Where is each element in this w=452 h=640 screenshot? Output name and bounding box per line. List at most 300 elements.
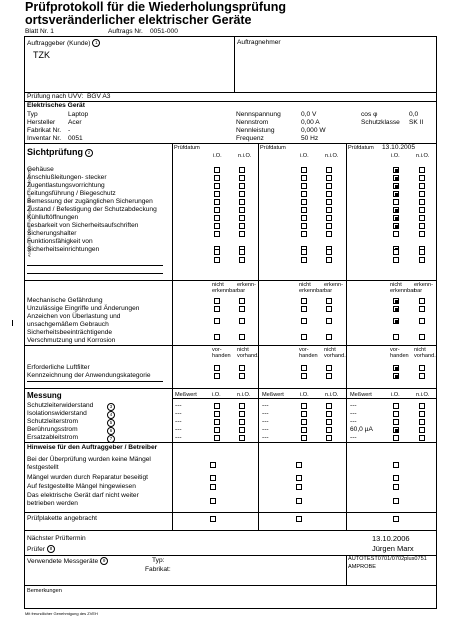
messung-row-3-checkbox-4[interactable]	[326, 419, 332, 425]
sicht-row-2-checkbox-1[interactable]	[214, 175, 220, 181]
messung-head-5: i.O.	[300, 392, 309, 398]
filter-head-1a-2: vor-	[299, 347, 309, 353]
sicht-row-6-checkbox-4[interactable]	[326, 207, 332, 213]
messung-head-7: Meßwert	[350, 392, 372, 398]
messung-row-4-checkbox-2[interactable]	[239, 427, 245, 433]
gefahr-head-2b-1: bar	[237, 288, 246, 294]
sicht-row-12-checkbox-2[interactable]	[239, 257, 245, 263]
sicht-row-11-checkbox-6[interactable]	[419, 249, 425, 255]
filter-row-1-checkbox-2[interactable]	[239, 365, 245, 371]
messung-row-5-checkbox-5[interactable]	[393, 435, 399, 441]
sicht-row-6-checkbox-3[interactable]	[301, 207, 307, 213]
gefahr-row-label: Anzeichen von Überlastung und	[27, 313, 121, 320]
next-label: Nächster Prüftermin	[27, 535, 86, 542]
sicht-row-4-checkbox-2[interactable]	[239, 191, 245, 197]
info-6-icon: 6	[107, 427, 115, 435]
geraete-typ-label: Typ:	[152, 557, 165, 564]
messung-head-2: i.O.	[212, 392, 221, 398]
messung-value-1: ---	[175, 410, 182, 417]
filter-row-1-checkbox-1[interactable]	[214, 365, 220, 371]
gefahr-row-2-checkbox-5[interactable]	[393, 306, 399, 312]
hinweise-row-4-checkbox-1[interactable]	[210, 498, 216, 504]
gefahr-head-1a-3: nicht	[390, 282, 402, 288]
messung-row-3-checkbox-5[interactable]	[393, 419, 399, 425]
filter-head-2b-1: vorhand.	[237, 353, 259, 359]
messung-row-4-checkbox-3[interactable]	[301, 427, 307, 433]
gefahr-row-1-checkbox-6[interactable]	[419, 298, 425, 304]
sicht-row-7-checkbox-4[interactable]	[326, 215, 332, 221]
messung-row-2-checkbox-3[interactable]	[301, 411, 307, 417]
device-hersteller-value: Acer	[68, 119, 82, 126]
messung-row-3-checkbox-1[interactable]	[214, 419, 220, 425]
hinweise-row-1-checkbox-3[interactable]	[393, 462, 399, 468]
hinweise-row-1-checkbox-1[interactable]	[210, 462, 216, 468]
sheet-number: Blatt Nr. 1	[25, 28, 54, 35]
sicht-row-5-checkbox-1[interactable]	[214, 199, 220, 205]
sicht-row-2-checkbox-6[interactable]	[419, 175, 425, 181]
messung-row-4-checkbox-1[interactable]	[214, 427, 220, 433]
sicht-row-12-checkbox-1[interactable]	[214, 257, 220, 263]
client-divider	[234, 36, 235, 92]
hinweise-row-3-checkbox-3[interactable]	[393, 484, 399, 490]
device-fabrikat-label: Fabrikat Nr.	[27, 127, 62, 134]
sicht-row-12-checkbox-3[interactable]	[301, 257, 307, 263]
divider-hinweise	[24, 442, 437, 443]
sicht-blank-line-1	[27, 265, 163, 266]
gefahr-row-2-checkbox-6[interactable]	[419, 306, 425, 312]
gefahr-row-1-checkbox-4[interactable]	[326, 298, 332, 304]
filter-row-2-checkbox-2[interactable]	[239, 373, 245, 379]
sicht-row-9-checkbox-4[interactable]	[326, 231, 332, 237]
sicht-row-label-2: Sicherheitseinrichtungen	[27, 246, 100, 253]
sicht-row-label: Lesbarkeit von Sicherheitsaufschriften	[27, 222, 139, 229]
geraete-divider	[346, 555, 347, 585]
device-inventar-value: 0051	[68, 135, 83, 142]
col-divider-1	[172, 143, 173, 530]
nio-header-3: n.i.O.	[416, 153, 430, 159]
nennleistung-label: Nennleistung	[236, 127, 275, 134]
sicht-row-7-checkbox-2[interactable]	[239, 215, 245, 221]
sicht-row-11-checkbox-4[interactable]	[326, 249, 332, 255]
messung-head-3: n.i.O.	[237, 392, 251, 398]
filter-row-2-checkbox-4[interactable]	[326, 373, 332, 379]
gefahr-head-2a-3: erkenn-	[414, 282, 433, 288]
gefahr-row-1-checkbox-5[interactable]	[393, 298, 399, 304]
messung-value-3: ---	[350, 434, 357, 441]
filter-head-2a-1: nicht	[237, 347, 249, 353]
gefahr-head-1a-1: nicht	[212, 282, 224, 288]
gefahr-row-2-checkbox-2[interactable]	[239, 306, 245, 312]
info-8-icon: 8	[47, 545, 55, 553]
cosphi-value: 0,0	[409, 111, 419, 118]
messung-row-2-checkbox-4[interactable]	[326, 411, 332, 417]
sicht-row-1-checkbox-1[interactable]	[214, 167, 220, 173]
io-header-2: i.O.	[300, 153, 309, 159]
order-label: Auftrags Nr.	[108, 28, 143, 35]
bemerkungen-label: Bemerkungen	[27, 588, 62, 594]
messung-row-3-checkbox-3[interactable]	[301, 419, 307, 425]
gefahr-head-1b-1: erkennbar	[212, 288, 238, 294]
sicht-row-4-checkbox-4[interactable]	[326, 191, 332, 197]
gefahr-row-3-checkbox-6[interactable]	[419, 318, 425, 324]
hinweise-row-3-checkbox-2[interactable]	[296, 484, 302, 490]
sicht-row-2-checkbox-3[interactable]	[301, 175, 307, 181]
sicht-row-6-checkbox-5[interactable]	[393, 207, 399, 213]
sicht-row-5-checkbox-6[interactable]	[419, 199, 425, 205]
sicht-row-11-checkbox-3[interactable]	[301, 249, 307, 255]
gefahr-row-4-checkbox-1[interactable]	[214, 334, 220, 340]
filter-row-1-checkbox-3[interactable]	[301, 365, 307, 371]
next-value: 13.10.2006	[372, 534, 410, 543]
info-3-icon: 3	[107, 403, 115, 411]
gefahr-head-2a-2: erkenn-	[324, 282, 343, 288]
messung-value-1: ---	[175, 418, 182, 425]
gefahr-row-4-checkbox-2[interactable]	[239, 334, 245, 340]
sicht-row-label: Sicherungshalter	[27, 230, 77, 237]
hinweise-row-label: Auf festgestellte Mängel hingewiesen	[27, 483, 136, 490]
client-value: TZK	[33, 50, 50, 60]
messung-value-3: ---	[350, 410, 357, 417]
filter-row-1-checkbox-5[interactable]	[393, 365, 399, 371]
messung-row-2-checkbox-6[interactable]	[419, 411, 425, 417]
sicht-row-7-checkbox-5[interactable]	[393, 215, 399, 221]
sicht-row-1-checkbox-4[interactable]	[326, 167, 332, 173]
filter-row-2-checkbox-3[interactable]	[301, 373, 307, 379]
geraete-fabrikat-value: AMPROBE	[348, 564, 376, 570]
info-2-icon: 2	[85, 149, 93, 157]
hinweise-row-2-checkbox-1[interactable]	[210, 475, 216, 481]
messung-row-2-checkbox-2[interactable]	[239, 411, 245, 417]
gefahr-row-3-checkbox-2[interactable]	[239, 318, 245, 324]
messung-row-1-checkbox-2[interactable]	[239, 403, 245, 409]
hinweise-row-2-checkbox-2[interactable]	[296, 475, 302, 481]
gefahr-head-2a-1: erkenn-	[237, 282, 256, 288]
hinweise-row-1-checkbox-2[interactable]	[296, 462, 302, 468]
sicht-row-label: Zustand / Befestigung der Schutzabdeckung	[27, 206, 157, 213]
filter-row-2-checkbox-5[interactable]	[393, 373, 399, 379]
messung-row-label-text: Ersatzableitstrom	[27, 434, 78, 441]
sicht-col3-date: 13.10.2005	[382, 144, 416, 151]
sicht-row-7-checkbox-1[interactable]	[214, 215, 220, 221]
gefahr-row-2-checkbox-3[interactable]	[301, 306, 307, 312]
info-7-icon: 7	[107, 435, 115, 443]
sicht-row-1-checkbox-2[interactable]	[239, 167, 245, 173]
sicht-row-11-checkbox-2[interactable]	[239, 249, 245, 255]
sicht-row-9-checkbox-3[interactable]	[301, 231, 307, 237]
messung-row-label-text: Schutzleiterstrom	[27, 418, 78, 425]
sicht-col1-label: Prüfdatum	[174, 145, 200, 151]
divider-messung	[24, 388, 437, 389]
divider-uvv	[24, 92, 437, 93]
sicht-row-3-checkbox-6[interactable]	[419, 183, 425, 189]
messung-value-2: ---	[262, 402, 269, 409]
filter-head-1b-1: handen	[212, 353, 231, 359]
sicht-row-5-checkbox-5[interactable]	[393, 199, 399, 205]
messung-row-label	[27, 434, 113, 442]
filter-head-2a-3: nicht	[414, 347, 426, 353]
sicht-col2-label: Prüfdatum	[260, 145, 286, 151]
plakette-checkbox-2[interactable]	[296, 516, 302, 522]
gefahr-row-label: Unzulässige Eingriffe und Änderungen	[27, 305, 140, 312]
sicht-row-8-checkbox-3[interactable]	[301, 223, 307, 229]
messung-row-1-checkbox-1[interactable]	[214, 403, 220, 409]
page-title-line1: Prüfprotokoll für die Wiederholungsprüfung	[25, 0, 286, 14]
divider-filter	[24, 345, 437, 346]
gefahr-row-label-2: Verschmutzung und Korrosion	[27, 337, 116, 344]
messung-row-label	[27, 426, 113, 434]
sicht-row-4-checkbox-5[interactable]	[393, 191, 399, 197]
messung-row-5-checkbox-3[interactable]	[301, 435, 307, 441]
nennspannung-value: 0,0 V	[301, 111, 317, 118]
sicht-title: Sichtprüfung 2	[27, 147, 93, 158]
sicht-row-2-checkbox-5[interactable]	[393, 175, 399, 181]
gefahr-row-4-checkbox-6[interactable]	[419, 334, 425, 340]
filter-row-2-checkbox-6[interactable]	[419, 373, 425, 379]
messung-head-1: Meßwert	[175, 392, 197, 398]
nennstrom-value: 0,00 A	[301, 119, 320, 126]
filter-head-1b-2: handen	[299, 353, 318, 359]
sicht-row-9-checkbox-5[interactable]	[393, 231, 399, 237]
nennspannung-label: Nennspannung	[236, 111, 281, 118]
filter-head-2b-2: vorhand.	[324, 353, 346, 359]
sicht-col3-label: Prüfdatum	[348, 145, 374, 151]
messung-value-1: ---	[175, 402, 182, 409]
messung-row-5-checkbox-6[interactable]	[419, 435, 425, 441]
side-note: Abbildung: ©ZVEH/Fachverlag · Best.-Nr. 2004/0050	[27, 168, 32, 257]
filter-head-2a-2: nicht	[324, 347, 336, 353]
sicht-row-3-checkbox-3[interactable]	[301, 183, 307, 189]
filter-row-label: Erforderliche Luftfilter	[27, 364, 90, 371]
filter-head-2b-3: vorhand.	[414, 353, 436, 359]
side-mark	[12, 320, 13, 326]
sicht-row-12-checkbox-5[interactable]	[393, 257, 399, 263]
sicht-blank-line-2	[27, 273, 163, 274]
geraete-typ-value: AUTOTEST0701/0702plus0751	[348, 556, 427, 562]
divider-gefahr	[24, 280, 437, 281]
gefahr-row-3-checkbox-3[interactable]	[301, 318, 307, 324]
hinweise-row-label: Mängel wurden durch Reparatur beseitigt	[27, 474, 148, 481]
device-section-title: Elektrisches Gerät	[27, 102, 85, 109]
schutzklasse-label: Schutzklasse	[361, 119, 400, 126]
sicht-row-5-checkbox-3[interactable]	[301, 199, 307, 205]
geraete-label: Verwendete Messgeräte 9	[27, 557, 108, 566]
gefahr-row-4-checkbox-4[interactable]	[326, 334, 332, 340]
nio-header-2: n.i.O.	[325, 153, 339, 159]
sicht-row-1-checkbox-5[interactable]	[393, 167, 399, 173]
divider-next	[24, 530, 437, 531]
messung-row-label-text: Berührungsstrom	[27, 426, 78, 433]
sicht-row-3-checkbox-1[interactable]	[214, 183, 220, 189]
pruefer-value: Jürgen Marx	[372, 544, 414, 553]
info-5-icon: 5	[107, 419, 115, 427]
messung-row-2-checkbox-5[interactable]	[393, 411, 399, 417]
sicht-row-6-checkbox-1[interactable]	[214, 207, 220, 213]
hinweise-row-4-checkbox-3[interactable]	[393, 498, 399, 504]
filter-blank-line	[27, 381, 163, 382]
sicht-row-12-checkbox-4[interactable]	[326, 257, 332, 263]
sicht-row-8-checkbox-5[interactable]	[393, 223, 399, 229]
messung-value-3: 60,0 µA	[350, 426, 373, 433]
sicht-row-2-checkbox-4[interactable]	[326, 175, 332, 181]
gefahr-row-1-checkbox-3[interactable]	[301, 298, 307, 304]
sicht-row-6-checkbox-2[interactable]	[239, 207, 245, 213]
device-typ-value: Laptop	[68, 111, 89, 118]
gefahr-row-label-2: unsachgemäßem Gebrauch	[27, 321, 109, 328]
messung-value-1: ---	[175, 426, 182, 433]
sicht-row-8-checkbox-2[interactable]	[239, 223, 245, 229]
sicht-row-4-checkbox-3[interactable]	[301, 191, 307, 197]
messung-row-4-checkbox-5[interactable]	[393, 427, 399, 433]
sicht-row-1-checkbox-6[interactable]	[419, 167, 425, 173]
messung-row-label	[27, 410, 113, 418]
filter-row-label: Kennzeichnung der Anwendungskategorie	[27, 372, 151, 379]
uvv-value: BGV A3	[87, 93, 111, 100]
messung-row-4-checkbox-4[interactable]	[326, 427, 332, 433]
contractor-label: Auftragnehmer	[237, 39, 281, 46]
gefahr-row-label: Sicherheitsbeeinträchtigende	[27, 329, 113, 336]
frequenz-label: Frequenz	[236, 135, 264, 142]
sicht-row-6-checkbox-6[interactable]	[419, 207, 425, 213]
sicht-row-11-checkbox-1[interactable]	[214, 249, 220, 255]
sicht-row-4-checkbox-1[interactable]	[214, 191, 220, 197]
messung-value-1: ---	[175, 434, 182, 441]
gefahr-row-4-checkbox-5[interactable]	[393, 334, 399, 340]
plakette-checkbox-3[interactable]	[393, 516, 399, 522]
frequenz-value: 50 Hz	[301, 135, 319, 142]
messung-value-3: ---	[350, 418, 357, 425]
messung-row-1-checkbox-3[interactable]	[301, 403, 307, 409]
nio-header-1: n.i.O.	[238, 153, 252, 159]
gefahr-head-1b-2: erkennbar	[299, 288, 325, 294]
messung-row-label-text: Isolationswiderstand	[27, 410, 87, 417]
col-divider-3	[346, 143, 347, 530]
messung-row-3-checkbox-6[interactable]	[419, 419, 425, 425]
order-value: 0051-000	[150, 28, 178, 35]
messung-row-5-checkbox-4[interactable]	[326, 435, 332, 441]
divider-bemerkungen	[24, 585, 437, 586]
sicht-row-label: Kühlluftöffnungen	[27, 214, 79, 221]
gefahr-row-1-checkbox-1[interactable]	[214, 298, 220, 304]
client-label: Auftraggeber (Kunde) 1	[27, 39, 100, 48]
sicht-row-4-checkbox-6[interactable]	[419, 191, 425, 197]
sicht-row-7-checkbox-3[interactable]	[301, 215, 307, 221]
messung-row-2-checkbox-1[interactable]	[214, 411, 220, 417]
sicht-row-label: Funktionsfähigkeit von	[27, 238, 93, 245]
pruefer-label: Prüfer 8	[27, 545, 55, 554]
sicht-row-label: Bemessung der zugänglichen Sicherungen	[27, 198, 153, 205]
gefahr-row-2-checkbox-1[interactable]	[214, 306, 220, 312]
sicht-row-label: Leitungsführung / Biegeschutz	[27, 190, 116, 197]
gefahr-row-4-checkbox-3[interactable]	[301, 334, 307, 340]
sicht-row-9-checkbox-6[interactable]	[419, 231, 425, 237]
sicht-row-9-checkbox-1[interactable]	[214, 231, 220, 237]
sicht-row-3-checkbox-2[interactable]	[239, 183, 245, 189]
info-1-icon: 1	[92, 39, 100, 47]
hinweise-row-3-checkbox-1[interactable]	[210, 484, 216, 490]
messung-row-1-checkbox-6[interactable]	[419, 403, 425, 409]
gefahr-row-label: Mechanische Gefährdung	[27, 297, 103, 304]
device-hersteller-label: Hersteller	[27, 119, 56, 126]
messung-row-5-checkbox-2[interactable]	[239, 435, 245, 441]
col-divider-2	[258, 143, 259, 530]
messung-row-3-checkbox-2[interactable]	[239, 419, 245, 425]
divider-sicht	[24, 143, 437, 144]
messung-row-4-checkbox-6[interactable]	[419, 427, 425, 433]
divider-device	[24, 101, 437, 102]
gefahr-row-3-checkbox-1[interactable]	[214, 318, 220, 324]
filter-row-1-checkbox-6[interactable]	[419, 365, 425, 371]
divider-plakette	[24, 512, 437, 513]
plakette-checkbox-1[interactable]	[210, 516, 216, 522]
schutzklasse-value: SK II	[409, 119, 424, 126]
geraete-fabrikat-label: Fabrikat:	[145, 566, 171, 573]
sicht-row-label: Anschlußleitungen- stecker	[27, 174, 107, 181]
info-9-icon: 9	[100, 557, 108, 565]
messung-value-2: ---	[262, 410, 269, 417]
messung-head-8: i.O.	[391, 392, 400, 398]
device-typ-label: Typ	[27, 111, 38, 118]
sicht-row-8-checkbox-4[interactable]	[326, 223, 332, 229]
plakette-label: Prüfplakette angebracht	[27, 515, 98, 522]
gefahr-head-2b-2: bar	[324, 288, 333, 294]
sicht-row-5-checkbox-2[interactable]	[239, 199, 245, 205]
gefahr-row-3-checkbox-4[interactable]	[326, 318, 332, 324]
sicht-row-9-checkbox-2[interactable]	[239, 231, 245, 237]
messung-row-label	[27, 418, 113, 426]
sicht-row-label: Gehäuse	[27, 166, 54, 173]
gefahr-head-1b-3: erkennbar	[390, 288, 416, 294]
gefahr-row-1-checkbox-2[interactable]	[239, 298, 245, 304]
messung-row-1-checkbox-4[interactable]	[326, 403, 332, 409]
filter-row-1-checkbox-4[interactable]	[326, 365, 332, 371]
sicht-row-12-checkbox-6[interactable]	[419, 257, 425, 263]
io-header-1: i.O.	[213, 153, 222, 159]
gefahr-row-2-checkbox-4[interactable]	[326, 306, 332, 312]
messung-value-2: ---	[262, 434, 269, 441]
hinweise-row-4-checkbox-2[interactable]	[296, 498, 302, 504]
sicht-row-8-checkbox-6[interactable]	[419, 223, 425, 229]
nennleistung-value: 0,000 W	[301, 127, 326, 134]
sicht-row-3-checkbox-5[interactable]	[393, 183, 399, 189]
sicht-row-2-checkbox-2[interactable]	[239, 175, 245, 181]
sicht-row-5-checkbox-4[interactable]	[326, 199, 332, 205]
sicht-row-3-checkbox-4[interactable]	[326, 183, 332, 189]
sicht-row-7-checkbox-6[interactable]	[419, 215, 425, 221]
hinweise-title: Hinweise für den Auftraggeber / Betreiber	[27, 444, 158, 451]
device-fabrikat-value: -	[68, 127, 71, 134]
messung-head-line	[172, 398, 437, 399]
sicht-row-11-checkbox-5[interactable]	[393, 249, 399, 255]
sicht-row-8-checkbox-1[interactable]	[214, 223, 220, 229]
filter-head-1a-1: vor-	[212, 347, 222, 353]
sicht-row-1-checkbox-3[interactable]	[301, 167, 307, 173]
messung-row-5-checkbox-1[interactable]	[214, 435, 220, 441]
gefahr-head-1a-2: nicht	[299, 282, 311, 288]
messung-value-2: ---	[262, 426, 269, 433]
filter-row-2-checkbox-1[interactable]	[214, 373, 220, 379]
messung-row-1-checkbox-5[interactable]	[393, 403, 399, 409]
messung-head-6: n.i.O.	[325, 392, 339, 398]
messung-row-label	[27, 402, 113, 410]
hinweise-row-label-2: betrieben werden	[27, 500, 78, 507]
hinweise-row-label: Das elektrische Gerät darf nicht weiter	[27, 492, 139, 499]
gefahr-row-3-checkbox-5[interactable]	[393, 318, 399, 324]
cosphi-label: cos φ	[361, 111, 378, 118]
page-title-line2: ortsveränderlicher elektrischer Geräte	[25, 13, 252, 27]
hinweise-row-2-checkbox-3[interactable]	[393, 475, 399, 481]
footer-note: Mit freundlicher Genehmigung des ZVEH	[25, 611, 98, 616]
gefahr-head-2b-3: bar	[414, 288, 423, 294]
